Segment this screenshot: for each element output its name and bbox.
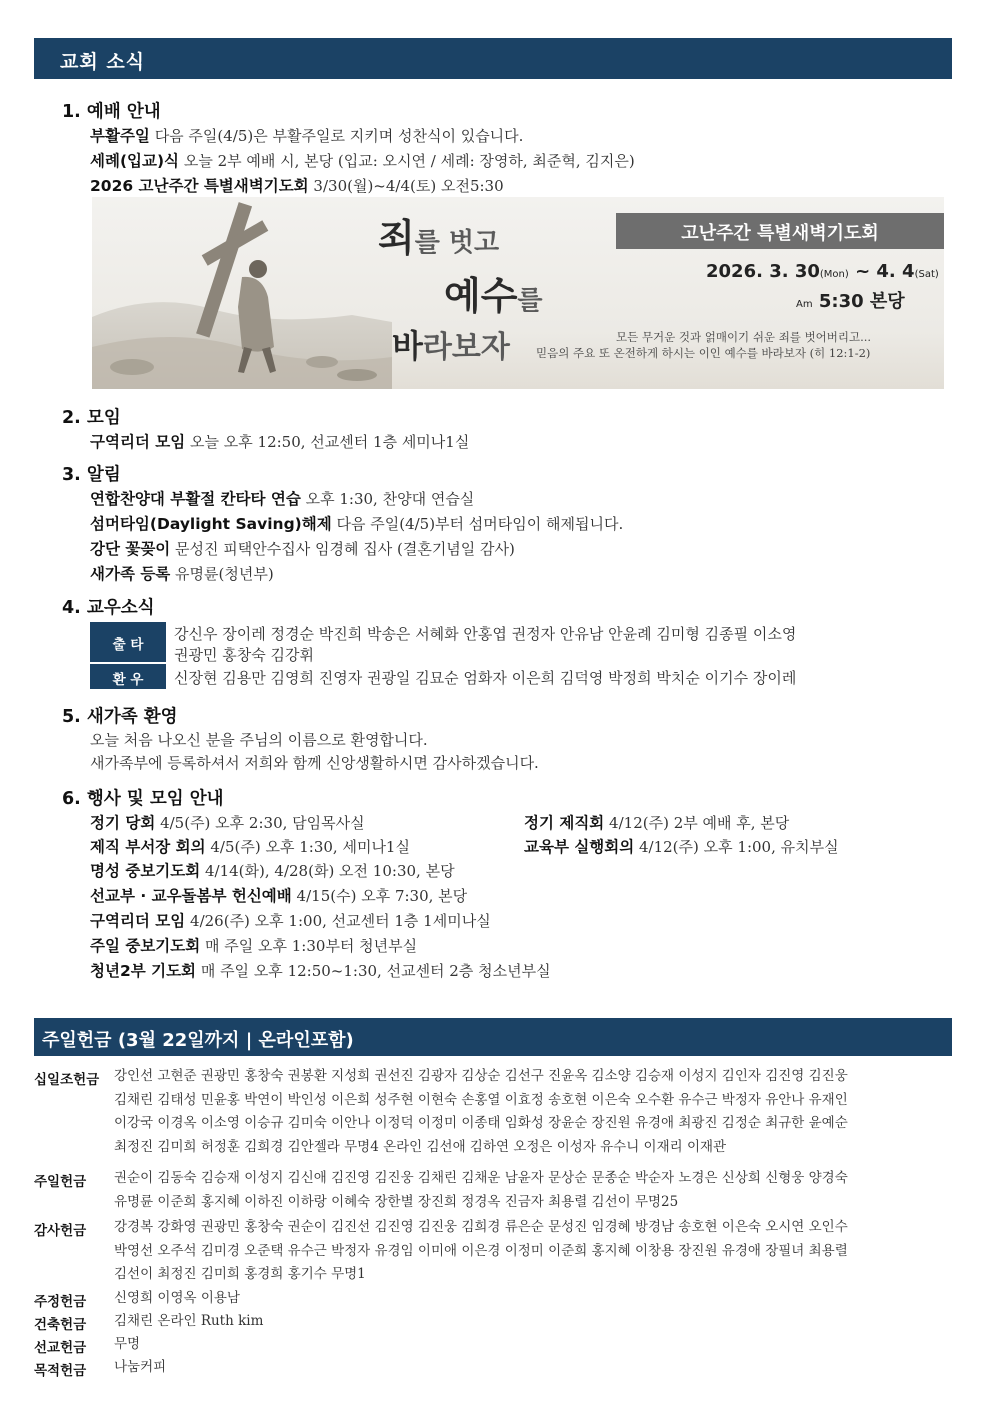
leader-meeting-notice [90, 430, 469, 452]
sunday-offering-names [114, 1167, 950, 1214]
section-events-heading: 6. 행사 및 모임 안내 [62, 789, 224, 809]
event-intercession: 명성 중보기도회 4/14(화), 4/28(화) 오전 10:30, 본당 [90, 862, 455, 880]
banner-verse-1: 모든 무거운 것과 얽매이기 쉬운 죄를 벗어버리고... [616, 330, 872, 344]
event-dept-heads: 제직 부서장 회의 4/5(주) 오후 1:30, 세미나1실 [90, 838, 410, 856]
dawn-prayer-text: 3/30(월)~4/4(토) 오전5:30 [313, 177, 504, 195]
leader-meeting-text: 오늘 오후 12:50, 선교센터 1층 세미나1실 [190, 433, 470, 451]
event-sunday-intercession: 주일 중보기도회 매 주일 오후 1:30부터 청년부실 [90, 937, 418, 955]
sick-names: 신장현 김용만 김영희 진영자 권광일 김묘순 엄화자 이은희 김덕영 박정희 박치순 이기수 장이레 [174, 669, 797, 687]
list-item: 최정진 김미희 허정훈 김희경 김안젤라 무명4 온라인 김선애 김하연 오정은 이성자 유수니 이재리 이재관 [114, 1138, 727, 1155]
baptism-label: 세례(입교)식 [90, 152, 180, 170]
easter-text: 다음 주일(4/5)은 부활주일로 지키며 성찬식이 있습니다. [154, 127, 524, 145]
banner-verse-2: 믿음의 주요 또 온전하게 하시는 이인 예수를 바라보자 (히 12:1-2) [536, 346, 871, 360]
banner-line1: 죄를 벗고 [378, 216, 500, 260]
section-meeting-heading: 2. 모임 [62, 408, 121, 428]
baptism-text: 오늘 2부 예배 시, 본당 (입교: 오시연 / 세례: 장영하, 최준혁, 김지은) [183, 152, 635, 170]
event-leader-meeting: 구역리더 모임 4/26(주) 오후 1:00, 선교센터 1층 1세미나실 [90, 912, 491, 930]
thanks-offering-names [114, 1216, 950, 1287]
building-offering-label: 건축헌금 [34, 1317, 87, 1333]
section-members-heading: 4. 교우소식 [62, 598, 155, 618]
away-names-1: 강신우 장이레 정경순 박진희 박송은 서혜화 안홍엽 권정자 안유남 안윤례 김미형 김종필 이소영 [174, 625, 797, 643]
church-news-header: 교회 소식 [34, 38, 952, 79]
building-offering-names: 김채린 온라인 Ruth kim [114, 1313, 264, 1329]
event-session: 정기 당회 4/5(주) 오후 2:30, 담임목사실 [90, 814, 365, 832]
offering-header: 주일헌금 (3월 22일까지 | 온라인포함) [34, 1018, 952, 1056]
mission-offering-names: 무명 [114, 1336, 141, 1352]
dawn-prayer-notice [90, 174, 504, 196]
list-item: 이강국 이경옥 이소영 이승규 김미숙 이안나 이정덕 이정미 이종태 임화성 장윤순 장진원 유경애 최광진 김정순 최규한 윤예순 [114, 1115, 848, 1131]
regular-offering-label: 주정헌금 [34, 1294, 87, 1310]
tithe-names [114, 1065, 950, 1159]
cantata-text: 오후 1:30, 찬양대 연습실 [305, 490, 475, 508]
dst-label: 섬머타임(Daylight Saving)해제 [90, 515, 332, 533]
new-family-notice [90, 562, 274, 584]
list-item: 김선이 최정진 김미희 홍경희 홍기수 무명1 [114, 1266, 366, 1282]
banner-line2: 예수를 [444, 274, 543, 318]
section-welcome-heading: 5. 새가족 환영 [62, 707, 178, 727]
section-notice-heading: 3. 알림 [62, 465, 121, 485]
welcome-line-2: 새가족부에 등록하셔서 저희와 함께 신앙생활하시면 감사하겠습니다. [90, 754, 539, 772]
welcome-line-1: 오늘 처음 나오신 분을 주님의 이름으로 환영합니다. [90, 731, 428, 749]
tithe-label: 십일조헌금 [34, 1072, 100, 1088]
banner-date: 2026. 3. 30(Mon) ~ 4. 4(Sat) [706, 261, 939, 282]
cross-bearer-illustration [92, 197, 392, 389]
banner-event-tag: 고난주간 특별새벽기도회 [616, 213, 944, 249]
away-tag: 출 타 [90, 622, 166, 662]
easter-notice [90, 124, 523, 146]
regular-offering-names: 신영희 이영옥 이용남 [114, 1290, 240, 1306]
leader-meeting-label: 구역리더 모임 [90, 433, 186, 451]
event-youth-prayer: 청년2부 기도회 매 주일 오후 12:50~1:30, 선교센터 2층 청소년부실 [90, 962, 551, 980]
new-family-label: 새가족 등록 [90, 565, 171, 583]
flowers-text: 문성진 피택안수집사 임경혜 집사 (결혼기념일 감사) [175, 540, 515, 558]
thanks-offering-label: 감사헌금 [34, 1223, 87, 1239]
new-family-text: 유명륜(청년부) [175, 565, 274, 583]
banner-time: Am 5:30 본당 [796, 291, 905, 312]
sick-tag: 환 우 [90, 664, 166, 689]
list-item: 박영선 오주석 김미경 오준택 유수근 박정자 유경임 이미애 이은경 이정미 이준희 홍지혜 이창용 장진원 유경애 장필녀 최용렬 [114, 1242, 848, 1259]
dst-notice [90, 512, 623, 534]
event-deacons: 정기 제직회 4/12(주) 2부 예배 후, 본당 [524, 814, 790, 832]
banner-line3: 바라보자 [392, 327, 510, 365]
holy-week-banner [92, 197, 944, 389]
purpose-offering-label: 목적헌금 [34, 1363, 87, 1379]
dst-text: 다음 주일(4/5)부터 섬머타임이 해제됩니다. [336, 515, 624, 533]
list-item: 권순이 김동숙 김승재 이성지 김신애 김진영 김진웅 김채린 김채운 남윤자 문상순 문종순 박순자 노경은 신상희 신형웅 양경숙 [114, 1170, 848, 1186]
list-item: 김채린 김태성 민윤홍 박연이 박인성 이은희 성주현 이현숙 손홍열 이효정 송호현 이은숙 오수환 유수근 박정자 유안나 유재인 [114, 1091, 848, 1108]
flowers-label: 강단 꽃꽂이 [90, 540, 171, 558]
purpose-offering-names: 나눔커피 [114, 1359, 167, 1375]
list-item: 강경복 강화영 권광민 홍창숙 권순이 김진선 김진영 김진웅 김희경 류은순 문성진 임경혜 방경남 송호현 이은숙 오시연 오인수 [114, 1219, 848, 1235]
sunday-offering-label: 주일헌금 [34, 1174, 87, 1190]
cantata-label: 연합찬양대 부활절 칸타타 연습 [90, 490, 301, 508]
event-dedication-service: 선교부 · 교우돌봄부 헌신예배 4/15(수) 오후 7:30, 본당 [90, 887, 468, 905]
flowers-notice [90, 537, 515, 559]
mission-offering-label: 선교헌금 [34, 1340, 87, 1356]
event-education: 교육부 실행회의 4/12(주) 오후 1:00, 유치부실 [524, 838, 839, 856]
list-item: 강인선 고현준 권광민 홍창숙 권봉환 지성희 권선진 김광자 김상순 김선구 진윤옥 김소양 김승재 이성지 김인자 김진영 김진웅 [114, 1068, 848, 1084]
away-names-2: 권광민 홍창숙 김강휘 [174, 646, 314, 664]
dawn-prayer-label: 2026 고난주간 특별새벽기도회 [90, 177, 309, 195]
section-worship-heading: 1. 예배 안내 [62, 102, 161, 122]
easter-label: 부활주일 [90, 127, 150, 145]
list-item: 유명륜 이준희 홍지혜 이하진 이하랑 이혜숙 장한별 장진희 정경옥 진금자 최용렬 김선이 무명25 [114, 1193, 679, 1210]
cantata-notice [90, 487, 474, 509]
baptism-notice [90, 149, 635, 171]
